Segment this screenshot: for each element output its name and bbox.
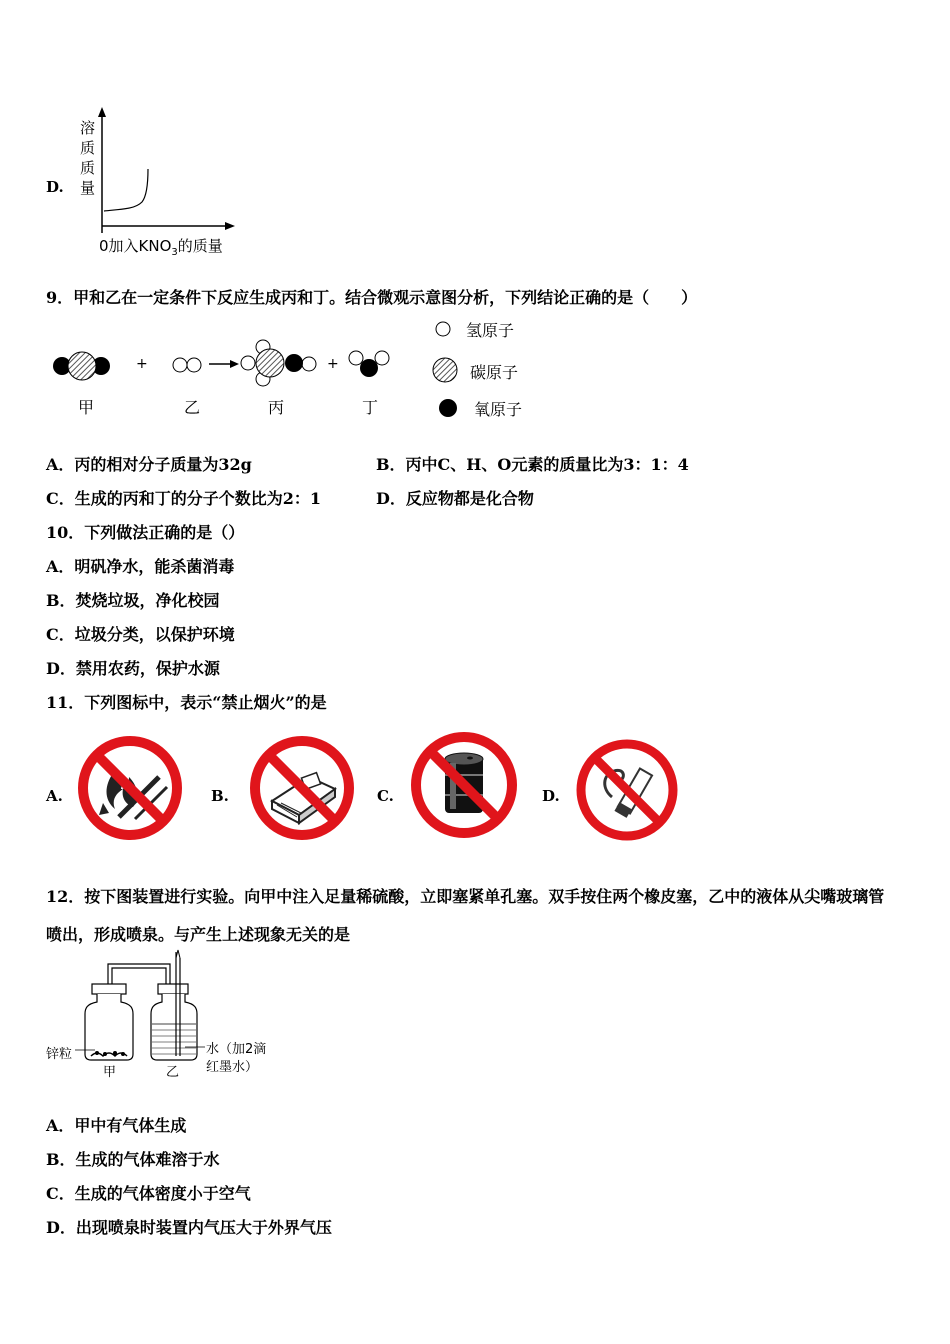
zinc-label: 锌粒: [46, 1047, 73, 1062]
q8-x-axis-label: 0加入$KNO_3$的质量: [99, 237, 223, 258]
q11-option-c-label[interactable]: C.: [377, 787, 394, 805]
molecule-ding: [349, 351, 389, 377]
legend-carbon: 碳原子: [470, 363, 519, 382]
q12-option-d[interactable]: D．出现喷泉时装置内气压大于外界气压: [46, 1218, 332, 1237]
no-oil-drum-sign-icon[interactable]: [408, 729, 520, 841]
q9-stem: 9．甲和乙在一定条件下反应生成丙和丁。结合微观示意图分析，下列结论正确的是（ ）: [46, 288, 698, 307]
q12-option-a[interactable]: A．甲中有气体生成: [46, 1116, 187, 1135]
label-ding: 丁: [362, 398, 379, 417]
q9-option-a[interactable]: A．丙的相对分子质量为32g: [46, 455, 252, 474]
plus-sign-2: +: [327, 356, 339, 372]
q9-option-b[interactable]: B．丙中C、H、O元素的质量比为3：1：4: [376, 455, 689, 474]
q9-option-d[interactable]: D．反应物都是化合物: [376, 489, 534, 508]
molecule-yi: [173, 358, 201, 372]
hydrogen-icon: [436, 322, 450, 336]
q10-option-a[interactable]: A．明矾净水，能杀菌消毒: [46, 557, 235, 576]
water-label-1: 水（加2滴: [206, 1042, 267, 1057]
plus-sign-1: +: [136, 356, 148, 372]
q12-stem-line1: 12．按下图装置进行实验。向甲中注入足量稀硫酸，立即塞紧单孔塞。双手按住两个橡皮塞，乙中的液体从尖嘴玻璃管: [46, 887, 885, 906]
q10-option-d[interactable]: D．禁用农药，保护水源: [46, 659, 220, 678]
label-bing: 丙: [268, 398, 285, 417]
oxygen-icon: [439, 399, 457, 417]
q12-option-b[interactable]: B．生成的气体难溶于水: [46, 1150, 220, 1169]
bottle-yi: [151, 950, 197, 1060]
q11-option-d-label[interactable]: D.: [542, 787, 560, 805]
q9-reaction-diagram: [45, 330, 465, 440]
q8-y-axis-label: 溶 质 质 量: [80, 119, 96, 197]
legend-hydrogen: 氢原子: [466, 321, 515, 340]
carbon-icon: [433, 358, 457, 382]
label-jia: 甲: [78, 398, 95, 417]
bottle-jia: [85, 984, 133, 1060]
label-yi: 乙: [184, 398, 201, 417]
q8-solubility-graph: [95, 105, 245, 240]
q10-option-c[interactable]: C．垃圾分类，以保护环境: [46, 625, 235, 644]
q11-option-a-label[interactable]: A.: [46, 787, 63, 805]
q12-stem-line2: 喷出，形成喷泉。与产生上述现象无关的是: [46, 925, 351, 944]
molecule-bing: [241, 340, 316, 386]
no-fire-sign-icon[interactable]: [75, 733, 185, 843]
q11-stem: 11．下列图标中，表示“禁止烟火”的是: [46, 693, 327, 712]
q10-option-b[interactable]: B．焚烧垃圾，净化校园: [46, 591, 220, 610]
atom-legend-icons: [425, 315, 465, 415]
water-label-2: 红墨水）: [206, 1060, 259, 1075]
no-smoking-sign-icon[interactable]: [572, 735, 682, 845]
no-matches-sign-icon[interactable]: [247, 733, 357, 843]
legend-oxygen: 氧原子: [474, 400, 523, 419]
q9-option-c[interactable]: C．生成的丙和丁的分子个数比为2：1: [46, 489, 322, 508]
q8-option-d-label: D.: [46, 178, 64, 196]
molecule-jia: [53, 352, 110, 380]
q10-stem: 10．下列做法正确的是（）: [46, 523, 245, 542]
bottle-label-jia: 甲: [103, 1065, 117, 1080]
q11-option-b-label[interactable]: B.: [211, 787, 229, 805]
bottle-label-yi: 乙: [166, 1065, 180, 1080]
q12-option-c[interactable]: C．生成的气体密度小于空气: [46, 1184, 251, 1203]
